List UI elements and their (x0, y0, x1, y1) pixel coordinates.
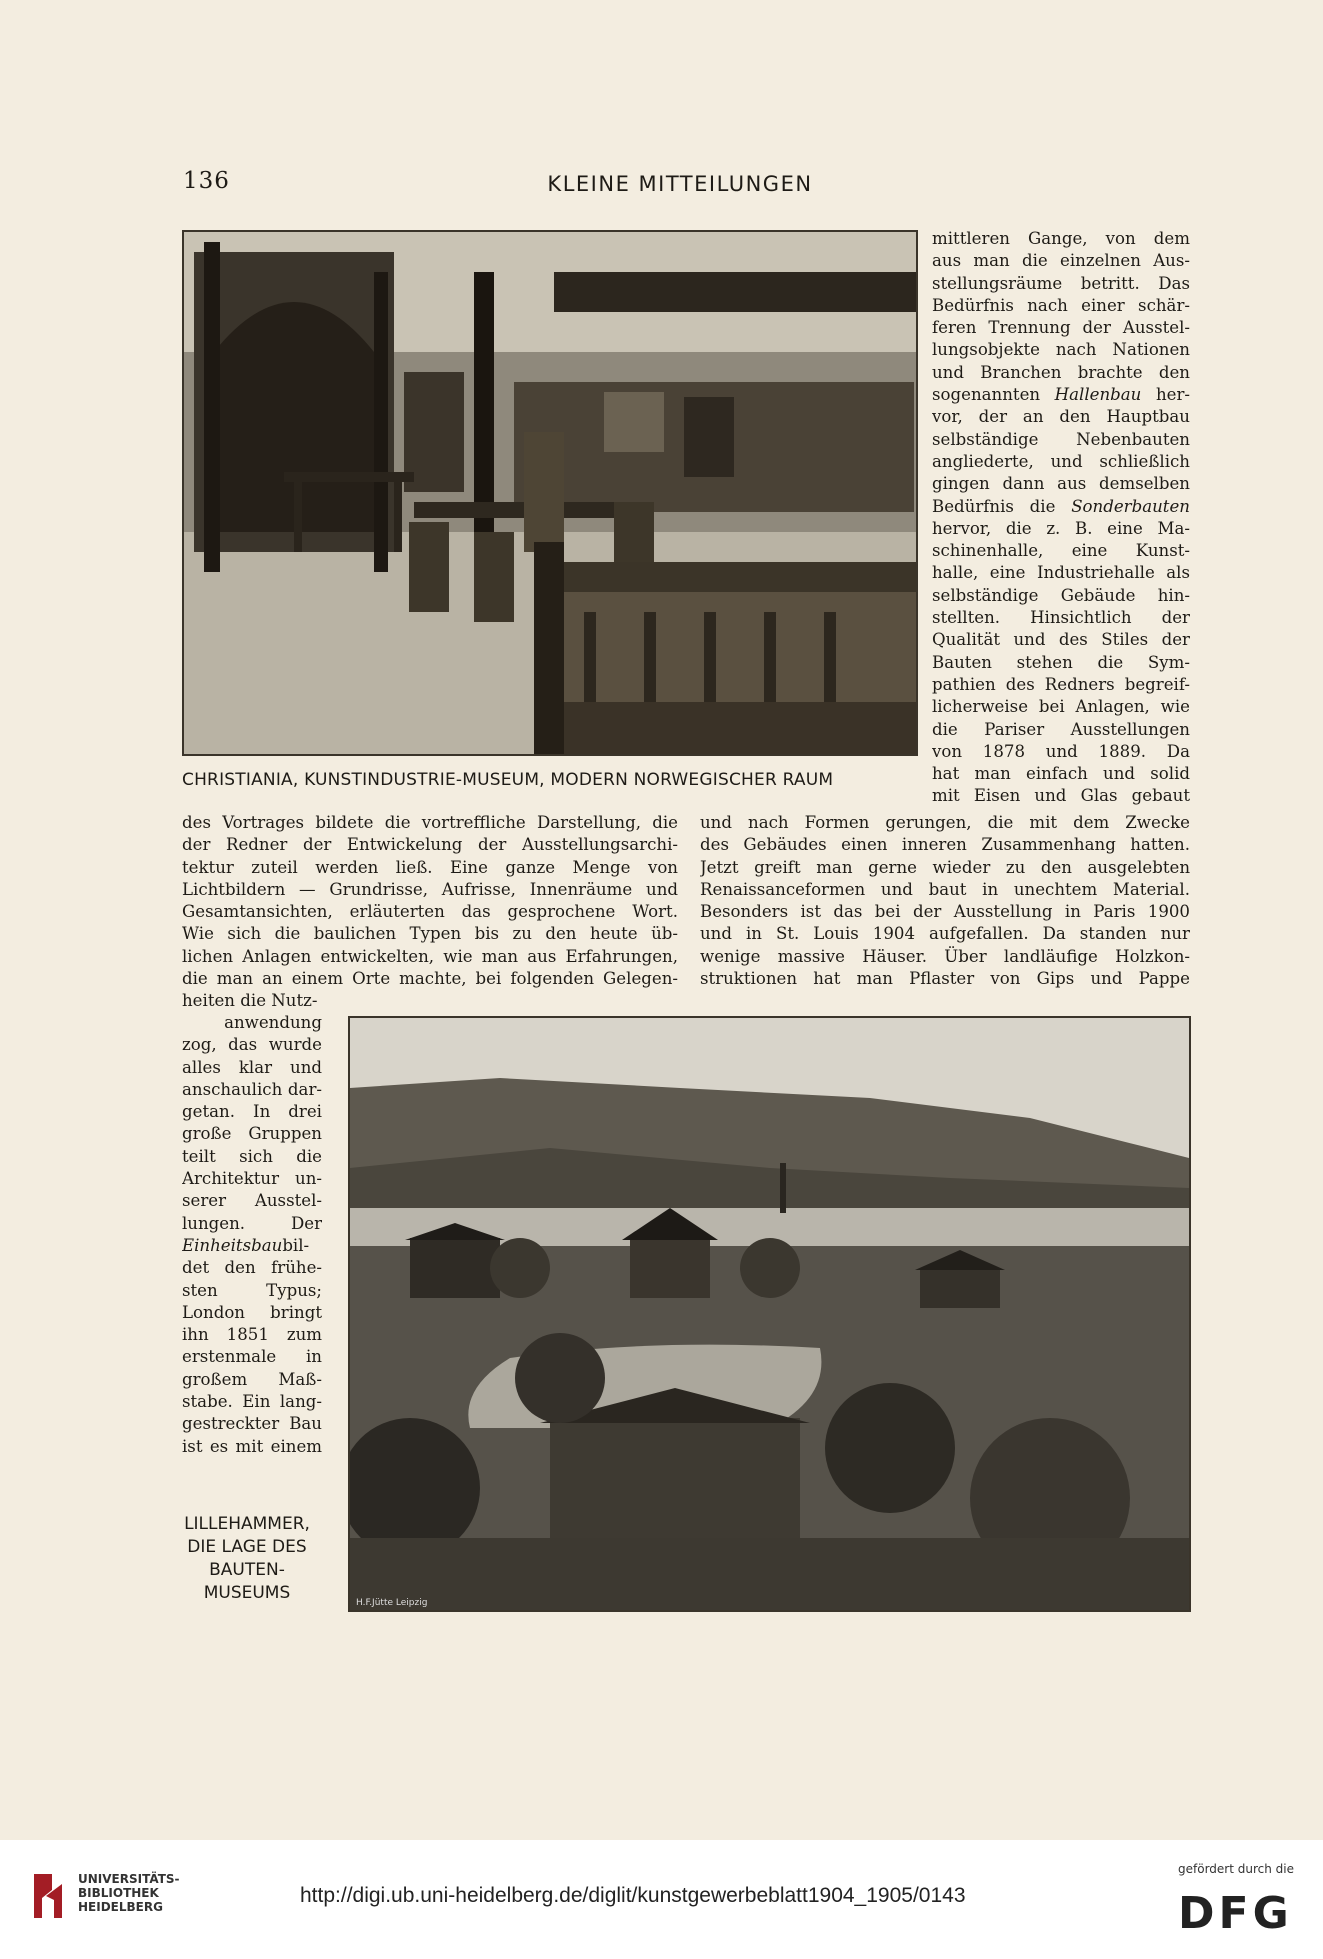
text-line: Jetzt greift man gerne wieder zu den ausgelebten (700, 857, 1190, 877)
text-line: halle, eine Industriehalle als (932, 563, 1190, 583)
right-column-text (700, 812, 1190, 990)
text-line: pathien des Redners begreif- (932, 674, 1190, 694)
text-line: aus man die einzelnen Aus- (932, 251, 1190, 271)
text-line: getan. In drei (182, 1102, 322, 1122)
text-line: lungsobjekte nach Nationen (932, 340, 1190, 360)
library-name-line: UNIVERSITÄTS- (78, 1872, 180, 1886)
text-line: und in St. Louis 1904 aufgefallen. Da standen nur (700, 924, 1190, 944)
text-line: gingen dann aus demselben (932, 474, 1190, 494)
text-line: lichen Anlagen entwickelten, wie man aus Erfahrungen, (182, 946, 678, 966)
text-line: Lichtbildern — Grundrisse, Aufrisse, Innenräume und (182, 879, 678, 899)
text-fragment: her- (1155, 385, 1190, 405)
text-line: die man an einem Orte machte, bei folgenden Gelegen- (182, 969, 678, 989)
text-line: det den frühe- (182, 1258, 322, 1278)
text-line: lungen. Der (182, 1213, 322, 1233)
emphasis-sonderbauten: Sonderbauten (1071, 496, 1190, 516)
text-line: angliederte, und schließlich (932, 451, 1190, 471)
text-line: der Redner der Entwickelung der Ausstellungsarchi- (182, 835, 678, 855)
caption-line: BAUTEN- (209, 1560, 285, 1580)
left-column-text (182, 812, 678, 1013)
text-line: ist es mit einem (182, 1436, 322, 1456)
emphasis-einheitsbau: Einheitsbau (182, 1235, 283, 1255)
landscape-photo-caption (167, 1513, 327, 1605)
text-line: selbständige Nebenbauten (932, 429, 1190, 449)
funded-by-label: gefördert durch die (1178, 1862, 1294, 1876)
text-line: und Branchen brachte den (932, 362, 1190, 382)
narrow-column-text (182, 1012, 322, 1458)
photo-credit: H.F.Jütte Leipzig (356, 1598, 428, 1608)
text-line: Bedürfnis nach einer schär- (932, 295, 1190, 315)
text-line: große Gruppen (182, 1124, 322, 1144)
text-fragment: Bedürfnis die (932, 496, 1056, 516)
text-line: serer Ausstel- (182, 1191, 322, 1211)
text-line: stabe. Ein lang- (182, 1392, 322, 1412)
text-line: wenige massive Häuser. Über landläufige Holzkon- (700, 946, 1190, 966)
library-name (78, 1872, 180, 1914)
text-line: Architektur un- (182, 1169, 322, 1189)
interior-photo-caption: CHRISTIANIA, KUNSTINDUSTRIE-MUSEUM, MODERN NORWEGISCHER RAUM (182, 770, 834, 790)
text-line: anwendung (224, 1013, 322, 1032)
text-line: hervor, die z. B. eine Ma- (932, 518, 1190, 538)
text-line: London bringt (182, 1302, 322, 1322)
text-line: des Gebäudes einen inneren Zusammenhang hatten. (700, 835, 1190, 855)
text-line: selbständige Gebäude hin- (932, 585, 1190, 605)
library-name-line: BIBLIOTHEK (78, 1886, 159, 1900)
running-head: KLEINE MITTEILUNGEN (547, 172, 813, 196)
text-line: Qualität und des Stiles der (932, 630, 1190, 650)
page-number: 136 (183, 168, 230, 194)
text-line: Bauten stehen die Sym- (932, 652, 1190, 672)
text-line: hat man einfach und solid (932, 764, 1190, 784)
library-name-line: HEIDELBERG (78, 1900, 163, 1914)
text-line: teilt sich die (182, 1146, 322, 1166)
text-line: Wie sich die baulichen Typen bis zu den heute üb- (182, 924, 678, 944)
text-line: alles klar und (182, 1057, 322, 1077)
text-line: Besonders ist das bei der Ausstellung in Paris 1900 (700, 902, 1190, 922)
text-line: heiten die Nutz- (182, 991, 318, 1011)
caption-line: DIE LAGE DES (187, 1537, 307, 1557)
text-line: des Vortrages bildete die vortreffliche Darstellung, die (182, 813, 678, 832)
caption-line: LILLEHAMMER, (184, 1514, 310, 1534)
text-line: von 1878 und 1889. Da (932, 741, 1190, 761)
text-line: gestreckter Bau (182, 1414, 322, 1434)
text-line: ihn 1851 zum (182, 1325, 322, 1345)
text-line: vor, der an den Hauptbau (932, 407, 1190, 427)
text-line: schinenhalle, eine Kunst- (932, 541, 1190, 561)
text-line: anschaulich dar- (182, 1079, 322, 1099)
caption-line: MUSEUMS (203, 1583, 291, 1603)
text-line: sten Typus; (182, 1280, 322, 1300)
dfg-logo: DFG (1178, 1888, 1293, 1939)
text-line: mit Eisen und Glas gebaut (932, 786, 1190, 806)
text-line: und nach Formen gerungen, die mit dem Zwecke (700, 813, 1190, 832)
interior-photo (182, 230, 918, 756)
library-logo-icon (28, 1870, 68, 1922)
text-fragment: bil- (282, 1235, 310, 1255)
right-column-top-text (932, 228, 1190, 808)
text-line: feren Trennung der Ausstel- (932, 318, 1190, 338)
text-line: Gesamtansichten, erläuterten das gesprochene Wort. (182, 902, 678, 922)
source-url-link[interactable]: http://digi.ub.uni-heidelberg.de/diglit/kunstgewerbeblatt1904_1905/0143 (300, 1884, 966, 1907)
text-line (932, 496, 1190, 518)
landscape-photo (348, 1016, 1191, 1612)
text-line: tektur zuteil werden ließ. Eine ganze Menge von (182, 857, 678, 877)
text-line (182, 1235, 322, 1257)
text-line: mittleren Gange, von dem (932, 229, 1190, 248)
text-line: stellten. Hinsichtlich der (932, 608, 1190, 628)
emphasis-hallenbau: Hallenbau (1054, 385, 1142, 405)
text-line (932, 384, 1190, 406)
text-fragment: sogenannten (932, 385, 1041, 405)
text-line: großem Maß- (182, 1369, 322, 1389)
text-line: stellungsräume betritt. Das (932, 273, 1190, 293)
text-line: zog, das wurde (182, 1035, 322, 1055)
text-line: Renaissanceformen und baut in unechtem Material. (700, 879, 1190, 899)
text-line: erstenmale in (182, 1347, 322, 1367)
text-line: struktionen hat man Pflaster von Gips und Pappe (700, 969, 1190, 989)
text-line: die Pariser Ausstellungen (932, 719, 1190, 739)
text-line: licherweise bei Anlagen, wie (932, 697, 1190, 717)
